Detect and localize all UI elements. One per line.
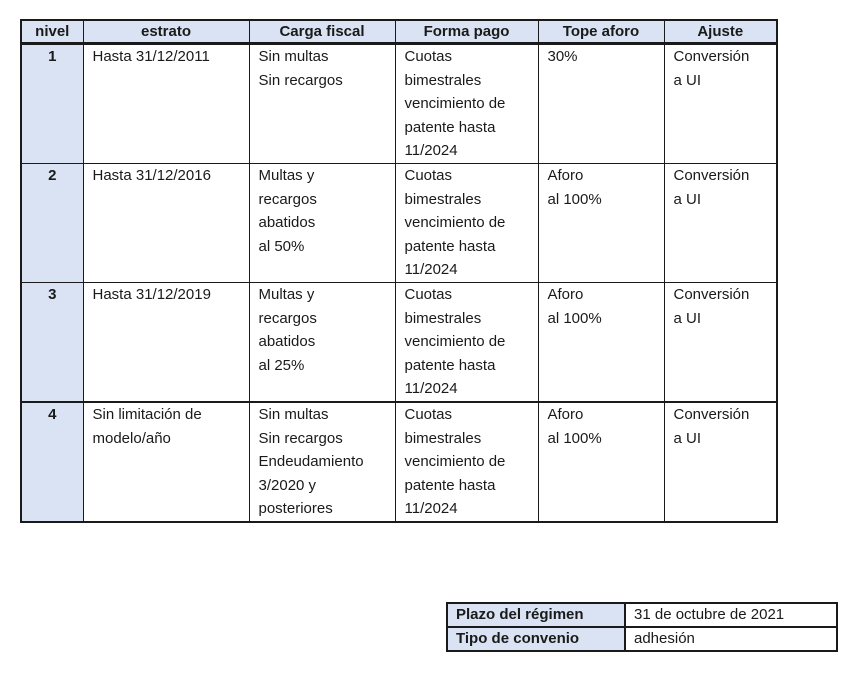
cell-carga-fiscal: Sin multas Sin recargos Endeudamiento 3/2020 y posteriores [249, 402, 395, 522]
summary-key-tipo-convenio: Tipo de convenio [447, 627, 625, 651]
cell-estrato: Hasta 31/12/2019 [83, 283, 249, 403]
header-ajuste: Ajuste [664, 20, 777, 44]
cell-estrato: Hasta 31/12/2011 [83, 44, 249, 164]
table-row [21, 283, 777, 403]
cell-carga-fiscal: Multas y recargos abatidos al 50% [249, 164, 395, 283]
cell-forma-pago: Cuotas bimestrales vencimiento de patente hasta 11/2024 [395, 402, 538, 522]
table-row [21, 402, 777, 522]
table-header-row [21, 20, 777, 44]
cell-carga-fiscal: Multas y recargos abatidos al 25% [249, 283, 395, 403]
cell-estrato: Sin limitación de modelo/año [83, 402, 249, 522]
cell-tope-aforo: Aforo al 100% [538, 402, 664, 522]
cell-tope-aforo: Aforo al 100% [538, 164, 664, 283]
summary-key-plazo: Plazo del régimen [447, 603, 625, 627]
cell-ajuste: Conversión a UI [664, 44, 777, 164]
header-tope-aforo: Tope aforo [538, 20, 664, 44]
cell-forma-pago: Cuotas bimestrales vencimiento de patente hasta 11/2024 [395, 44, 538, 164]
cell-tope-aforo: Aforo al 100% [538, 283, 664, 403]
cell-estrato: Hasta 31/12/2016 [83, 164, 249, 283]
header-nivel: nivel [21, 20, 83, 44]
cell-tope-aforo: 30% [538, 44, 664, 164]
cell-nivel: 3 [21, 283, 83, 403]
cell-nivel: 1 [21, 44, 83, 164]
table-row [21, 44, 777, 164]
cell-ajuste: Conversión a UI [664, 164, 777, 283]
regime-summary-table [446, 602, 838, 652]
header-estrato: estrato [83, 20, 249, 44]
header-carga-fiscal: Carga fiscal [249, 20, 395, 44]
cell-nivel: 4 [21, 402, 83, 522]
table-row [21, 164, 777, 283]
cell-forma-pago: Cuotas bimestrales vencimiento de patente hasta 11/2024 [395, 164, 538, 283]
cell-ajuste: Conversión a UI [664, 283, 777, 403]
cell-carga-fiscal: Sin multas Sin recargos [249, 44, 395, 164]
regime-levels-table [20, 19, 778, 523]
cell-ajuste: Conversión a UI [664, 402, 777, 522]
summary-row [447, 627, 837, 651]
summary-value-tipo-convenio: adhesión [625, 627, 837, 651]
header-forma-pago: Forma pago [395, 20, 538, 44]
summary-row [447, 603, 837, 627]
cell-forma-pago: Cuotas bimestrales vencimiento de patente hasta 11/2024 [395, 283, 538, 403]
cell-nivel: 2 [21, 164, 83, 283]
summary-value-plazo: 31 de octubre de 2021 [625, 603, 837, 627]
